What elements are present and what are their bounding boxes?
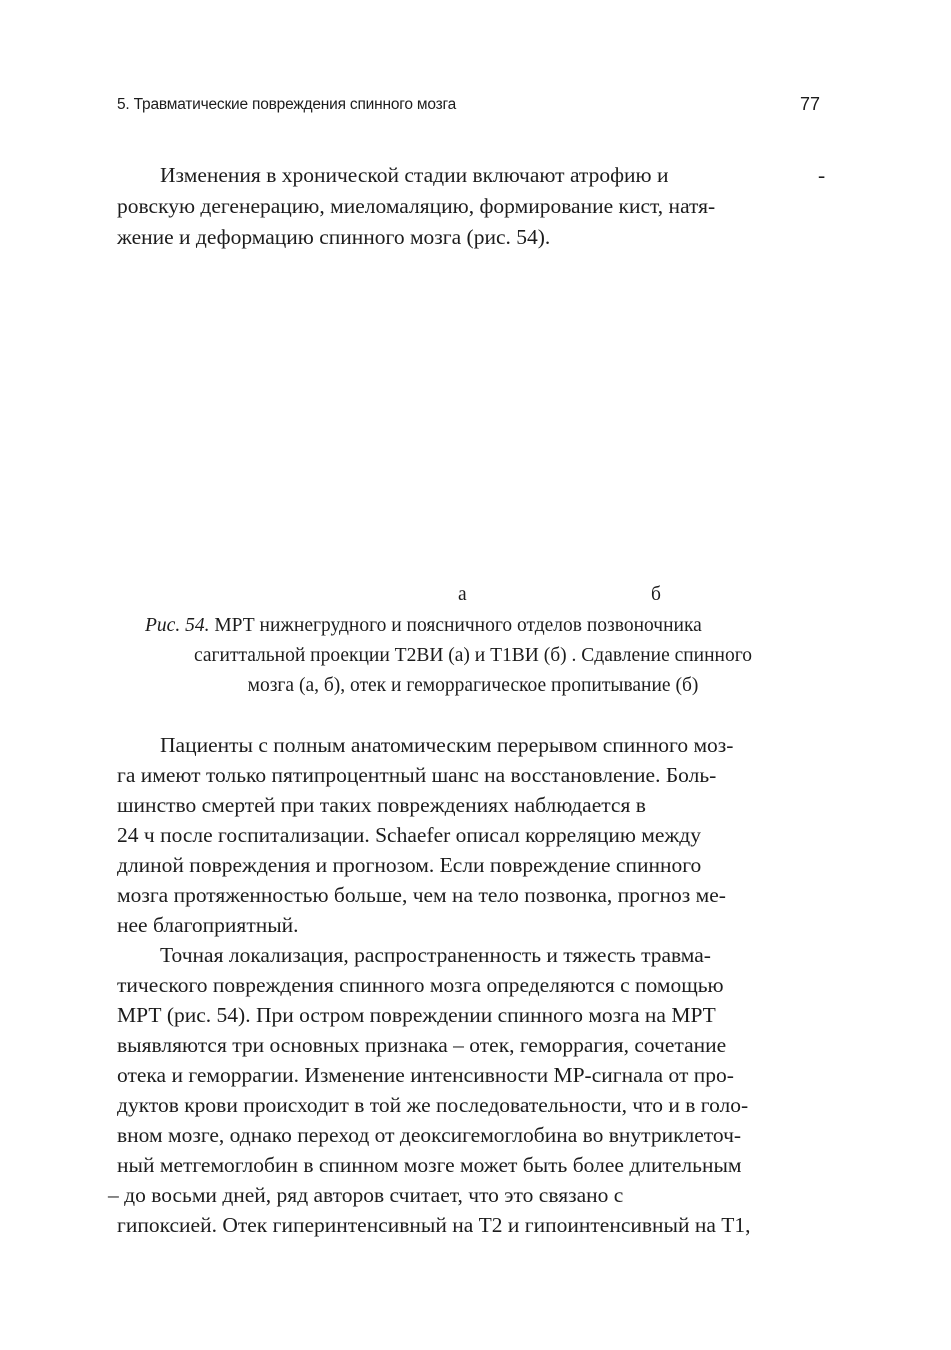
body-line: мозга протяженностью больше, чем на тело позвонка, прогноз ме- <box>117 883 726 907</box>
top-paragraph-line: ровскую дегенерацию, миеломаляцию, формирование кист, натя- <box>117 194 716 218</box>
body-line: – до восьми дней, ряд авторов считает, что это связано с <box>108 1183 624 1207</box>
figure-panel-label-a: а <box>458 584 467 605</box>
top-paragraph-line: Изменения в хронической стадии включают атрофию и <box>160 163 669 187</box>
running-header-title: 5. Травматические повреждения спинного мозга <box>117 96 457 113</box>
body-line: длиной повреждения и прогнозом. Если повреждение спинного <box>117 853 702 877</box>
body-line: отека и геморрагии. Изменение интенсивности МР-сигнала от про- <box>117 1063 734 1087</box>
page-number: 77 <box>800 94 821 114</box>
body-line: дуктов крови происходит в той же последовательности, что и в голо- <box>117 1093 749 1117</box>
figure-caption-line: мозга (а, б), отек и геморрагическое пропитывание (б) <box>247 675 699 696</box>
figure-caption-label: Рис. 54. <box>145 615 210 636</box>
figure-panel-label-b: б <box>651 584 661 605</box>
body-line: Точная локализация, распространенность и тяжесть травма- <box>160 943 711 967</box>
body-line: ный метгемоглобин в спинном мозге может быть более длительным <box>117 1153 742 1177</box>
body-line: выявляются три основных признака – отек, геморрагия, сочетание <box>117 1033 727 1057</box>
body-line: Пациенты с полным анатомическим перерывом спинного моз- <box>160 733 734 757</box>
body-line: тического повреждения спинного мозга определяются с помощью <box>117 973 724 997</box>
body-line: шинство смертей при таких повреждениях наблюдается в <box>117 793 646 817</box>
body-line: га имеют только пятипроцентный шанс на восстановление. Боль- <box>117 763 717 787</box>
figure-caption-line <box>145 611 702 641</box>
body-line: 24 ч после госпитализации. Schaefer описал корреляцию между <box>117 823 701 847</box>
figure-caption-text: МРТ нижнегрудного и поясничного отделов позвоночника <box>209 615 702 636</box>
body-line: МРТ (рис. 54). При остром повреждении спинного мозга на МРТ <box>117 1003 716 1027</box>
top-paragraph-hyphen: - <box>818 163 826 187</box>
body-line: гипоксией. Отек гиперинтенсивный на Т2 и гипоинтенсивный на Т1, <box>117 1213 751 1237</box>
figure-image-area <box>117 260 829 575</box>
figure-caption-line: сагиттальной проекции Т2ВИ (а) и Т1ВИ (б) . Сдавление спинного <box>193 645 753 666</box>
body-line: нее благоприятный. <box>117 913 299 937</box>
body-line: вном мозге, однако переход от деоксигемоглобина во внутриклеточ- <box>117 1123 742 1147</box>
top-paragraph-line: жение и деформацию спинного мозга (рис. 54). <box>117 225 551 249</box>
